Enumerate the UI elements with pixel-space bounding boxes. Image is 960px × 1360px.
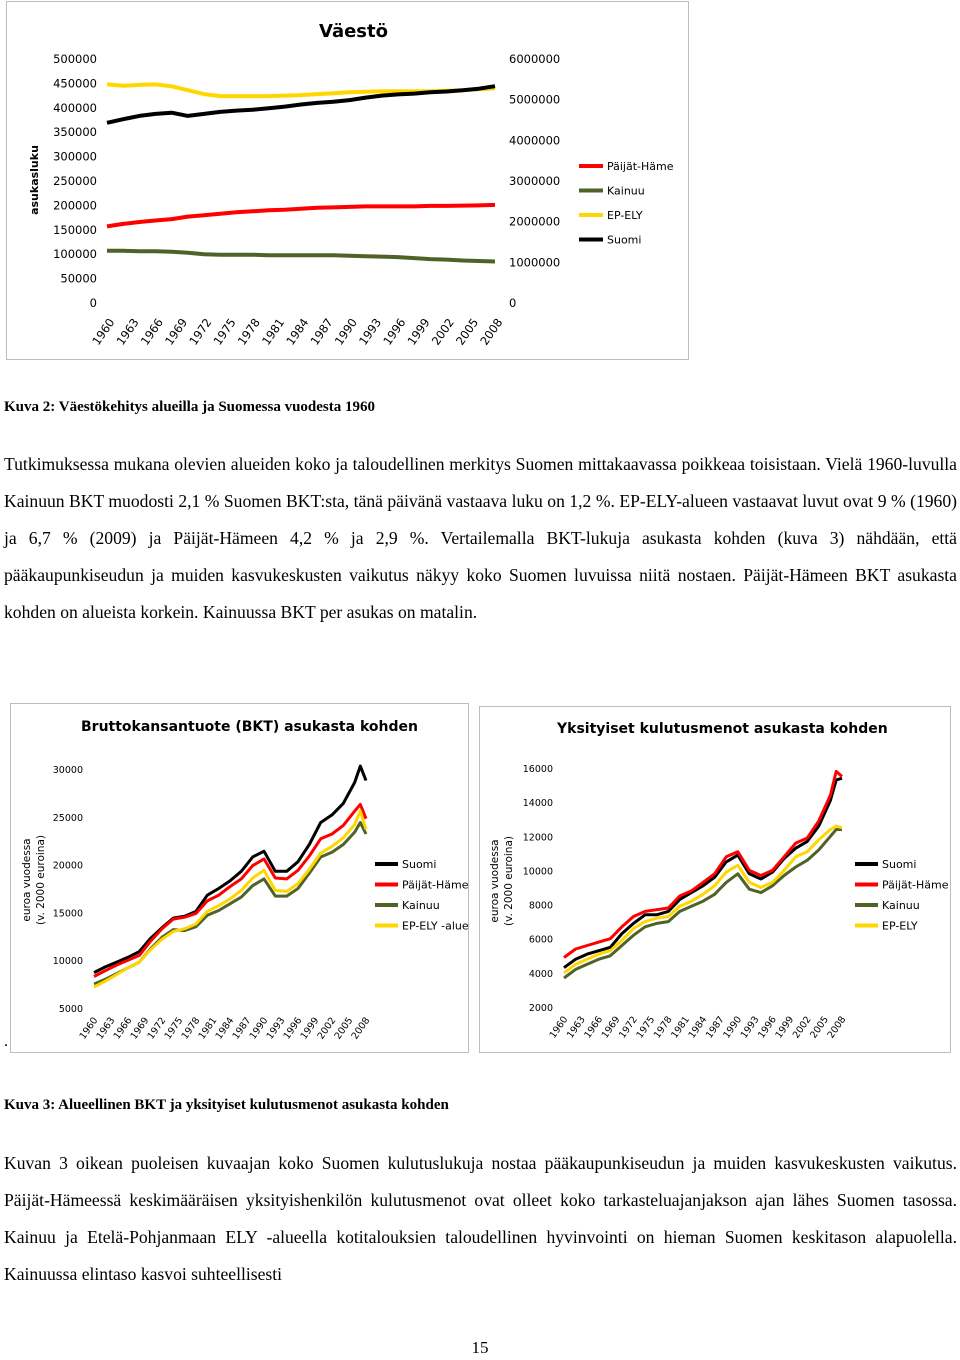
paragraph-text: Kuvan 3 oikean puoleisen kuvaajan koko Suomen kulutuslukuja nostaa pääkaupunkiseudun ja muiden kasvukeskusten vaikutus. Päijät-Hämeessä keskimääräisen yksityishenkilön kulutusmenot ovat olleet koko tarkasteluajanjakson ajan lähes Suomen tasossa. Kainuu ja Etelä-Pohjanmaan ELY -alueella kotitalouksien taloudellinen hyvinvointi on hieman Suomen keskitason alapuolella. Kainuussa elintaso kasvoi suhteellisesti	[4, 1153, 957, 1284]
legend-label: Suomi	[607, 233, 642, 247]
consumption-chart-svg	[480, 707, 952, 1054]
x-tick-label: 1963	[564, 1014, 588, 1041]
legend-label: EP-ELY	[607, 209, 643, 222]
y-tick-label: 30000	[52, 765, 83, 776]
series-line-suomi	[107, 86, 495, 123]
y-tick-label: 500000	[53, 52, 97, 66]
x-tick-label: 1990	[721, 1014, 745, 1041]
x-tick-label: 1993	[264, 1015, 288, 1042]
y-tick-label: 12000	[522, 832, 553, 844]
chart-title: Yksityiset kulutusmenot asukasta kohden	[557, 721, 888, 737]
x-tick-label: 1969	[161, 315, 191, 348]
legend-label: Päijät-Häme	[882, 878, 949, 892]
population-chart-svg	[7, 2, 690, 361]
x-tick-label: 1978	[179, 1015, 203, 1042]
y-axis-label-sub: (v. 2000 euroina)	[503, 836, 515, 926]
x-tick-label: 1981	[258, 315, 288, 348]
x-tick-label: 1972	[145, 1015, 169, 1042]
y-tick-label: 6000	[528, 934, 553, 946]
x-tick-label: 1960	[547, 1014, 571, 1041]
x-tick-label: 1999	[298, 1015, 322, 1042]
y-tick-label: 150000	[53, 222, 97, 237]
gdp-chart-svg	[11, 704, 470, 1054]
consumption-chart	[479, 706, 951, 1053]
x-tick-label: 2005	[452, 315, 482, 348]
legend-label: EP-ELY	[882, 919, 918, 933]
y-tick-label: 14000	[522, 798, 553, 810]
y2-tick-label: 4000000	[509, 133, 561, 148]
legend-label: Päijät-Häme	[607, 160, 674, 173]
x-tick-label: 1969	[599, 1014, 623, 1041]
y-tick-label: 2000	[528, 1003, 553, 1014]
x-tick-label: 2002	[315, 1015, 339, 1042]
y2-tick-label: 1000000	[509, 255, 561, 270]
y-tick-label: 250000	[53, 174, 97, 188]
x-tick-label: 1993	[355, 315, 385, 348]
y-tick-label: 300000	[53, 149, 97, 164]
x-tick-label: 1972	[617, 1014, 640, 1041]
y-tick-label: 20000	[52, 860, 83, 872]
y-tick-label: 450000	[53, 76, 97, 91]
y-tick-label: 350000	[53, 125, 97, 140]
gdp-chart	[10, 703, 469, 1053]
legend-label: Päijät-Häme	[402, 878, 469, 892]
x-tick-label: 1987	[230, 1015, 254, 1042]
body-paragraph-2	[4, 1145, 957, 1293]
x-tick-label: 2002	[790, 1014, 814, 1041]
population-chart	[6, 1, 689, 360]
y-tick-label: 200000	[53, 198, 97, 213]
legend-label: Kainuu	[402, 899, 440, 912]
chart-title: Bruttokansantuote (BKT) asukasta kohden	[81, 719, 418, 735]
series-line-suomi	[94, 766, 366, 973]
x-tick-label: 1975	[210, 315, 239, 348]
y-axis-label: euroa vuodessa	[489, 839, 501, 923]
legend-label: Kainuu	[882, 899, 920, 912]
y-tick-label: 0	[89, 296, 97, 310]
stray-dot: .	[4, 1033, 8, 1050]
x-tick-label: 1969	[128, 1015, 152, 1042]
x-tick-label: 1981	[196, 1015, 220, 1042]
series-line-kainuu	[564, 830, 842, 979]
x-tick-label: 2002	[428, 315, 457, 348]
figure-caption-2: Kuva 2: Väestökehitys alueilla ja Suomessa vuodesta 1960	[4, 399, 376, 415]
y2-tick-label: 2000000	[509, 214, 561, 229]
y-tick-label: 50000	[60, 271, 97, 286]
x-tick-label: 1996	[380, 315, 409, 348]
x-tick-label: 1990	[331, 315, 360, 348]
legend-label: EP-ELY -alue	[402, 919, 469, 933]
x-tick-label: 1972	[186, 315, 215, 348]
y2-tick-label: 6000000	[509, 52, 561, 66]
x-tick-label: 1990	[247, 1015, 271, 1042]
series-line-ep-ely	[564, 826, 842, 973]
y-tick-label: 25000	[52, 812, 83, 824]
x-tick-label: 1975	[162, 1015, 186, 1042]
x-tick-label: 1963	[113, 315, 142, 348]
x-tick-label: 2008	[825, 1014, 849, 1041]
x-tick-label: 1987	[703, 1014, 727, 1041]
x-tick-label: 2005	[332, 1015, 356, 1042]
x-tick-label: 1978	[234, 315, 263, 348]
y-axis-label: euroa vuodessa	[21, 838, 33, 922]
x-tick-label: 1996	[281, 1015, 305, 1042]
legend-label: Kainuu	[607, 184, 645, 198]
y-tick-label: 15000	[52, 908, 83, 920]
x-tick-label: 1993	[738, 1014, 762, 1041]
x-tick-label: 2005	[808, 1014, 832, 1041]
y-tick-label: 10000	[522, 866, 553, 878]
legend-label: Suomi	[882, 858, 917, 871]
x-tick-label: 1996	[756, 1014, 779, 1041]
x-tick-label: 1981	[669, 1014, 693, 1041]
x-tick-label: 1999	[773, 1014, 797, 1041]
x-tick-label: 1975	[634, 1014, 658, 1041]
x-tick-label: 1966	[137, 315, 166, 348]
y2-tick-label: 3000000	[509, 174, 561, 188]
x-tick-label: 1960	[77, 1015, 101, 1042]
legend-label: Suomi	[402, 858, 437, 871]
y-tick-label: 400000	[53, 100, 97, 115]
chart-title: Väestö	[319, 21, 388, 42]
y2-tick-label: 5000000	[509, 92, 561, 107]
series-line-päijät-häme	[107, 205, 495, 227]
series-line-kainuu	[94, 823, 366, 985]
x-tick-label: 2008	[349, 1015, 373, 1042]
y-axis-label-sub: (v. 2000 euroina)	[35, 835, 47, 925]
x-tick-label: 1960	[89, 315, 118, 348]
paragraph-text: Tutkimuksessa mukana olevien alueiden koko ja taloudellinen merkitys Suomen mittakaavassa poikkeaa toisistaan. Vielä 1960-luvulla Kainuun BKT muodosti 2,1 % Suomen BKT:sta, tänä päivänä vastaava luku on 1,2 %. EP-ELY-alueen vastaavat luvut ovat 9 % (1960) ja 6,7 % (2009) ja Päijät-Hämeen 4,2 % ja 2,9 %. Vertailemalla BKT-lukuja asukasta kohden (kuva 3) nähdään, että pääkaupunkiseudun ja muiden kasvukeskusten vaikutus näkyy koko Suomen luvuissa niitä nostaen. Päijät-Hämeen BKT asukasta kohden on alueista korkein. Kainuussa BKT per asukas on matalin.	[4, 454, 957, 622]
x-tick-label: 1984	[283, 315, 312, 348]
x-tick-label: 1966	[582, 1014, 606, 1041]
x-tick-label: 2008	[477, 315, 506, 348]
page-number: 15	[471, 1338, 489, 1357]
y2-tick-label: 0	[509, 296, 517, 310]
body-paragraph-1	[4, 446, 957, 631]
y-axis-label: asukasluku	[28, 145, 41, 215]
x-tick-label: 1999	[404, 315, 433, 348]
y-tick-label: 10000	[52, 956, 83, 968]
x-tick-label: 1978	[651, 1014, 675, 1041]
y-tick-label: 5000	[58, 1004, 83, 1015]
y-tick-label: 8000	[528, 900, 553, 912]
x-tick-label: 1984	[213, 1015, 237, 1042]
series-line-päijät-häme	[94, 804, 366, 976]
x-tick-label: 1963	[94, 1015, 118, 1042]
x-tick-label: 1966	[111, 1015, 135, 1042]
y-tick-label: 4000	[528, 968, 553, 980]
figure-caption-3: Kuva 3: Alueellinen BKT ja yksityiset kulutusmenot asukasta kohden	[4, 1097, 449, 1113]
y-tick-label: 100000	[53, 247, 97, 262]
x-tick-label: 1984	[686, 1014, 710, 1041]
series-line-kainuu	[107, 251, 495, 262]
x-tick-label: 1987	[307, 315, 336, 348]
y-tick-label: 16000	[522, 764, 553, 775]
